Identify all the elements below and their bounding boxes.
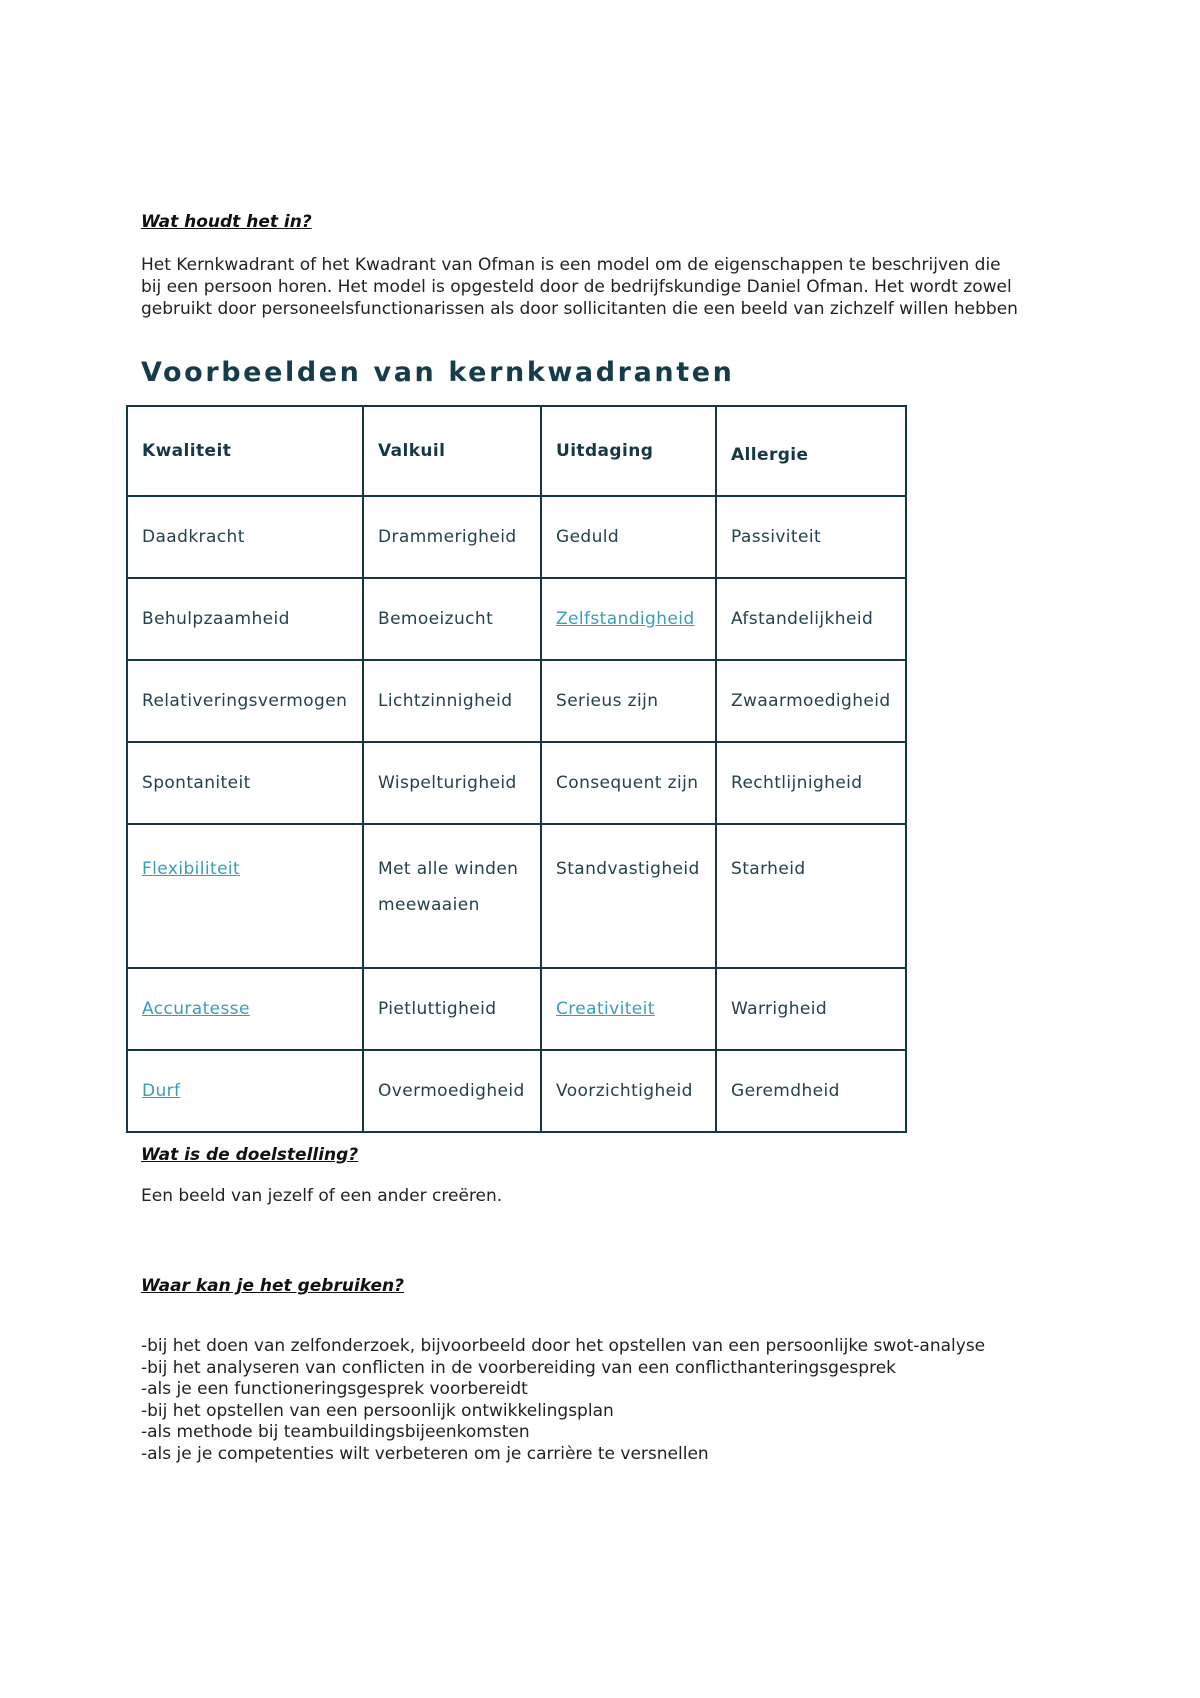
table-cell: Consequent zijn <box>541 742 716 824</box>
table-row <box>127 742 906 824</box>
table-cell <box>127 968 363 1050</box>
section-heading-goal: Wat is de doelstelling? <box>141 1145 359 1165</box>
table-cell <box>363 824 541 968</box>
table-row <box>127 578 906 660</box>
header-kwaliteit: Kwaliteit <box>127 406 363 496</box>
table-row <box>127 824 906 968</box>
intro-section <box>141 212 1081 320</box>
intro-line-3: gebruikt door personeelsfunctionarissen als door sollicitanten die een beeld van zichzelf willen hebben <box>141 299 1018 319</box>
section-heading-what: Wat houdt het in? <box>141 212 312 232</box>
table-cell <box>127 1050 363 1132</box>
list-item: -bij het opstellen van een persoonlijk ontwikkelingsplan <box>141 1400 614 1421</box>
table-cell: Warrigheid <box>716 968 906 1050</box>
table-cell: Spontaniteit <box>127 742 363 824</box>
table-cell <box>541 968 716 1050</box>
table-cell: Starheid <box>716 824 906 968</box>
table-cell: Geduld <box>541 496 716 578</box>
list-item: -bij het doen van zelfonderzoek, bijvoorbeeld door het opstellen van een persoonlijke swot-analyse <box>141 1336 986 1356</box>
link-accuratesse[interactable]: Accuratesse <box>142 999 250 1019</box>
list-item: -bij het analyseren van conflicten in de voorbereiding van een conflicthanteringsgesprek <box>141 1357 896 1378</box>
intro-line-2: bij een persoon horen. Het model is opgesteld door de bedrijfskundige Daniel Ofman. Het wordt zowel <box>141 277 1012 297</box>
list-item: -als je een functioneringsgesprek voorbereidt <box>141 1379 528 1400</box>
table-cell <box>127 824 363 968</box>
table-title: Voorbeelden van kernkwadranten <box>141 357 735 388</box>
table-row <box>127 968 906 1050</box>
usage-list <box>141 1336 1081 1466</box>
usage-section <box>141 1276 1081 1466</box>
header-uitdaging: Uitdaging <box>541 406 716 496</box>
section-heading-usage: Waar kan je het gebruiken? <box>141 1276 404 1296</box>
table-cell: Afstandelijkheid <box>716 578 906 660</box>
header-allergie: Allergie <box>716 406 906 496</box>
table-cell: Passiviteit <box>716 496 906 578</box>
table-cell: Standvastigheid <box>541 824 716 968</box>
table-cell: Wispelturigheid <box>363 742 541 824</box>
goal-text: Een beeld van jezelf of een ander creëren. <box>141 1186 503 1206</box>
link-flexibiliteit[interactable]: Flexibiliteit <box>142 859 241 879</box>
intro-paragraph <box>141 254 1081 320</box>
kernkwadrant-table <box>126 405 907 1133</box>
list-item: -als je je competenties wilt verbeteren om je carrière te versnellen <box>141 1443 709 1464</box>
table-cell: Voorzichtigheid <box>541 1050 716 1132</box>
link-zelfstandigheid[interactable]: Zelfstandigheid <box>556 609 695 629</box>
list-item: -als methode bij teambuildingsbijeenkomsten <box>141 1422 530 1443</box>
table-cell: Overmoedigheid <box>363 1050 541 1132</box>
table-header-row <box>127 406 906 496</box>
table-row <box>127 1050 906 1132</box>
cell-line-1: Met alle winden <box>378 859 519 879</box>
table-row <box>127 496 906 578</box>
intro-line-1: Het Kernkwadrant of het Kwadrant van Ofman is een model om de eigenschappen te beschrijven die <box>141 255 1001 275</box>
goal-section <box>141 1145 1081 1207</box>
table-cell: Rechtlijnigheid <box>716 742 906 824</box>
table-cell: Drammerigheid <box>363 496 541 578</box>
link-creativiteit[interactable]: Creativiteit <box>556 999 655 1019</box>
table-cell: Pietluttigheid <box>363 968 541 1050</box>
table-cell: Bemoeizucht <box>363 578 541 660</box>
header-valkuil: Valkuil <box>363 406 541 496</box>
table-cell: Behulpzaamheid <box>127 578 363 660</box>
table-cell: Serieus zijn <box>541 660 716 742</box>
cell-line-2: meewaaien <box>378 895 480 915</box>
table-row <box>127 660 906 742</box>
table-cell <box>541 578 716 660</box>
table-cell: Zwaarmoedigheid <box>716 660 906 742</box>
table-cell: Lichtzinnigheid <box>363 660 541 742</box>
table-cell: Relativeringsvermogen <box>127 660 363 742</box>
link-durf[interactable]: Durf <box>142 1081 181 1101</box>
table-cell: Daadkracht <box>127 496 363 578</box>
table-cell: Geremdheid <box>716 1050 906 1132</box>
